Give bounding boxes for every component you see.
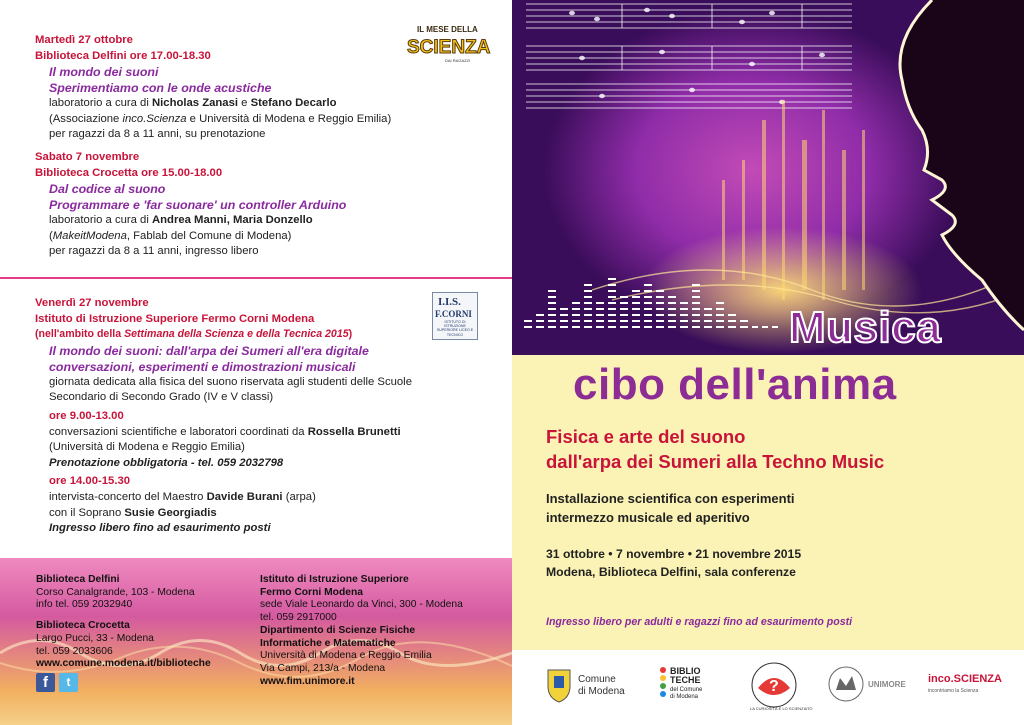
biblio-line2: TECHE (670, 675, 701, 685)
context-open: (nell'ambito della (35, 328, 125, 341)
footer-line: Istituto di Istruzione Superiore (260, 574, 409, 585)
conjunction: e (238, 97, 251, 110)
slot-3-note: Ingresso libero fino ad esaurimento posti (49, 522, 271, 535)
facebook-icon[interactable]: f (36, 673, 55, 692)
footer-libraries (36, 574, 211, 671)
footer-line: Biblioteca Crocetta (36, 620, 130, 632)
footer-line: Fermo Corni Modena (260, 586, 363, 598)
footer-line: Università di Modena e Reggio Emilia (260, 650, 432, 662)
light-streaks (722, 100, 865, 300)
iis-corni-logo (432, 292, 478, 340)
footer-line: Dipartimento di Scienze Fisiche (260, 624, 416, 636)
inco-scienza-logo (928, 664, 1008, 707)
sheet-music (526, 4, 852, 108)
event-1 (35, 33, 415, 143)
comune-line2: di Modena (578, 686, 625, 697)
slot-1-desc (35, 425, 475, 441)
cover-title-line2: cibo dell'anima (573, 360, 897, 409)
mese-line1: IL MESE DELLA (417, 25, 478, 34)
mese-della-scienza-logo (405, 22, 491, 66)
partner-logos (512, 650, 1024, 725)
event-1-place: Biblioteca Delfini ore 17.00-18.30 (35, 49, 211, 62)
mese-line3: DAI RAGAZZI (445, 58, 471, 63)
person-name: Rossella Brunetti (307, 425, 401, 438)
slot-2-time: ore 14.00-15.30 (49, 475, 131, 488)
cover-dates: 31 ottobre • 7 novembre • 21 novembre 2015 (546, 547, 802, 561)
org-open: ( (49, 229, 53, 242)
inco-sub-text: incontriamo la Scienza (928, 688, 979, 694)
iis-line1: I.I.S. (438, 296, 461, 308)
event-1-date: Martedì 27 ottobre (35, 34, 133, 46)
biblio-line4: di Modena (670, 694, 699, 700)
lab-prefix: laboratorio a cura di (49, 97, 152, 110)
person-name: Nicholas Zanasi (152, 97, 239, 110)
footer-line: Biblioteca Delfini (36, 574, 120, 585)
footer-line: Via Campi, 213/a - Modena (260, 662, 386, 674)
event-3-title2: conversazioni, esperimenti e dimostrazioni musicali (49, 359, 356, 374)
event-2-place: Biblioteca Crocetta ore 15.00-18.00 (35, 166, 223, 179)
footer-line (36, 612, 211, 620)
footer-line: info tel. 059 2032940 (36, 599, 133, 611)
assoc-name: inco.Scienza (122, 112, 187, 125)
contacts-footer (0, 558, 512, 725)
footer-line: Informatiche e Matematiche (260, 637, 396, 649)
event-3-desc2: Secondario di Secondo Grado (IV e V classi) (49, 391, 274, 404)
event-2-title2: Programmare e 'far suonare' un controller Arduino (49, 198, 347, 213)
event-3 (35, 296, 475, 537)
biblioteche-logo (658, 664, 718, 709)
mese-line2: SCIENZA (407, 37, 491, 58)
assoc-open: (Associazione (49, 112, 123, 125)
event-1-audience: per ragazzi da 8 a 11 anni, su prenotazione (49, 128, 266, 141)
org-name: MakeitModena (52, 229, 127, 242)
event-2 (35, 150, 435, 260)
event-3-date: Venerdì 27 novembre (35, 297, 149, 309)
event-2-org (35, 229, 435, 245)
slot-prefix: conversazioni scientifiche e laboratori coordinati da (49, 425, 308, 438)
footer-line[interactable]: www.fim.unimore.it (260, 675, 355, 687)
cover-title-line1: Musica (789, 303, 942, 352)
event-2-date: Sabato 7 novembre (35, 151, 140, 163)
cover-venue: Modena, Biblioteca Delfini, sala conferenze (546, 565, 796, 579)
biblio-line3: del Comune (670, 687, 703, 693)
person-name: Davide Burani (206, 490, 283, 503)
curiosita-text: LA CURIOSITÀ E LO SCIENZIATO (750, 706, 813, 711)
iis-line3: ISTITUTO DI ISTRUZIONE SUPERIORE LICEO E TECNICO (436, 320, 474, 337)
lab-prefix: laboratorio a cura di (49, 214, 152, 227)
footer-line: tel. 059 2033606 (36, 645, 113, 657)
context-close: ) (348, 328, 353, 341)
footer-line[interactable]: www.comune.modena.it/biblioteche (36, 658, 211, 670)
event-1-assoc (35, 112, 415, 128)
footer-institutes (260, 574, 463, 688)
event-1-title1: Il mondo dei suoni (49, 65, 159, 80)
cover-free-entry: Ingresso libero per adulti e ragazzi fino ad esaurimento posti (546, 616, 853, 628)
slot-suffix: (arpa) (282, 490, 316, 503)
footer-line: sede Viale Leonardo da Vinci, 300 - Modena (260, 599, 463, 611)
biblio-line1: BIBLIO (670, 666, 701, 676)
comune-line1: Comune (578, 674, 616, 685)
unimore-logo (826, 664, 916, 707)
slot-1-org: (Università di Modena e Reggio Emilia) (49, 441, 245, 454)
event-2-audience: per ragazzi da 8 a 11 anni, ingresso libero (49, 245, 259, 258)
inco-text: inco.SCIENZA (928, 673, 1002, 685)
person-name: Susie Georgiadis (124, 506, 217, 519)
event-3-desc1: giornata dedicata alla fisica del suono riservata agli studenti delle Scuole (49, 375, 412, 388)
event-1-lab (35, 96, 415, 112)
footer-line: Largo Pucci, 33 - Modena (36, 632, 154, 644)
person-name: Stefano Decarlo (250, 97, 337, 110)
hero-illustration (512, 0, 1024, 355)
event-3-context (35, 327, 475, 343)
event-3-place: Istituto di Istruzione Superiore Fermo Corni Modena (35, 312, 315, 325)
slot-1-time: ore 9.00-13.00 (49, 409, 124, 422)
footer-line: Corso Canalgrande, 103 - Modena (36, 586, 195, 598)
slot-prefix: con il Soprano (49, 506, 125, 519)
person-name: Andrea Manni, Maria Donzello (152, 214, 313, 227)
event-2-lab (35, 213, 435, 229)
comune-modena-logo (544, 664, 654, 707)
slot-1-note: Prenotazione obbligatoria - tel. 059 2032798 (49, 456, 284, 469)
footer-line: tel. 059 2917000 (260, 612, 337, 624)
cover-subtitle2: dall'arpa dei Sumeri alla Techno Music (546, 451, 885, 472)
hero-image (512, 0, 1024, 355)
section-divider (0, 277, 512, 279)
twitter-icon[interactable]: t (59, 673, 78, 692)
assoc-rest: e Università di Modena e Reggio Emilia) (186, 112, 392, 125)
event-3-title1: Il mondo dei suoni: dall'arpa dei Sumeri all'era digitale (49, 343, 369, 358)
context-name: Settimana della Scienza e della Tecnica 2015 (124, 328, 349, 341)
slot-3-desc (35, 506, 475, 522)
curiosita-scienziato-logo (744, 658, 813, 715)
event-1-title2: Sperimentiamo con le onde acustiche (49, 81, 272, 96)
org-rest: , Fablab del Comune di Modena) (126, 229, 292, 242)
cover-intermezzo: intermezzo musicale ed aperitivo (546, 510, 750, 525)
slot-2-desc (35, 490, 475, 506)
svg-text:?: ? (769, 678, 779, 695)
face-silhouette (900, 0, 1024, 330)
event-2-title1: Dal codice al suono (49, 182, 166, 197)
unimore-text: UNIMORE (868, 680, 906, 689)
cover-subtitle1: Fisica e arte del suono (546, 426, 746, 447)
iis-line2: F.CORNI (435, 309, 472, 319)
slot-prefix: intervista-concerto del Maestro (49, 490, 207, 503)
cover-installation: Installazione scientifica con esperimenti (546, 491, 795, 506)
